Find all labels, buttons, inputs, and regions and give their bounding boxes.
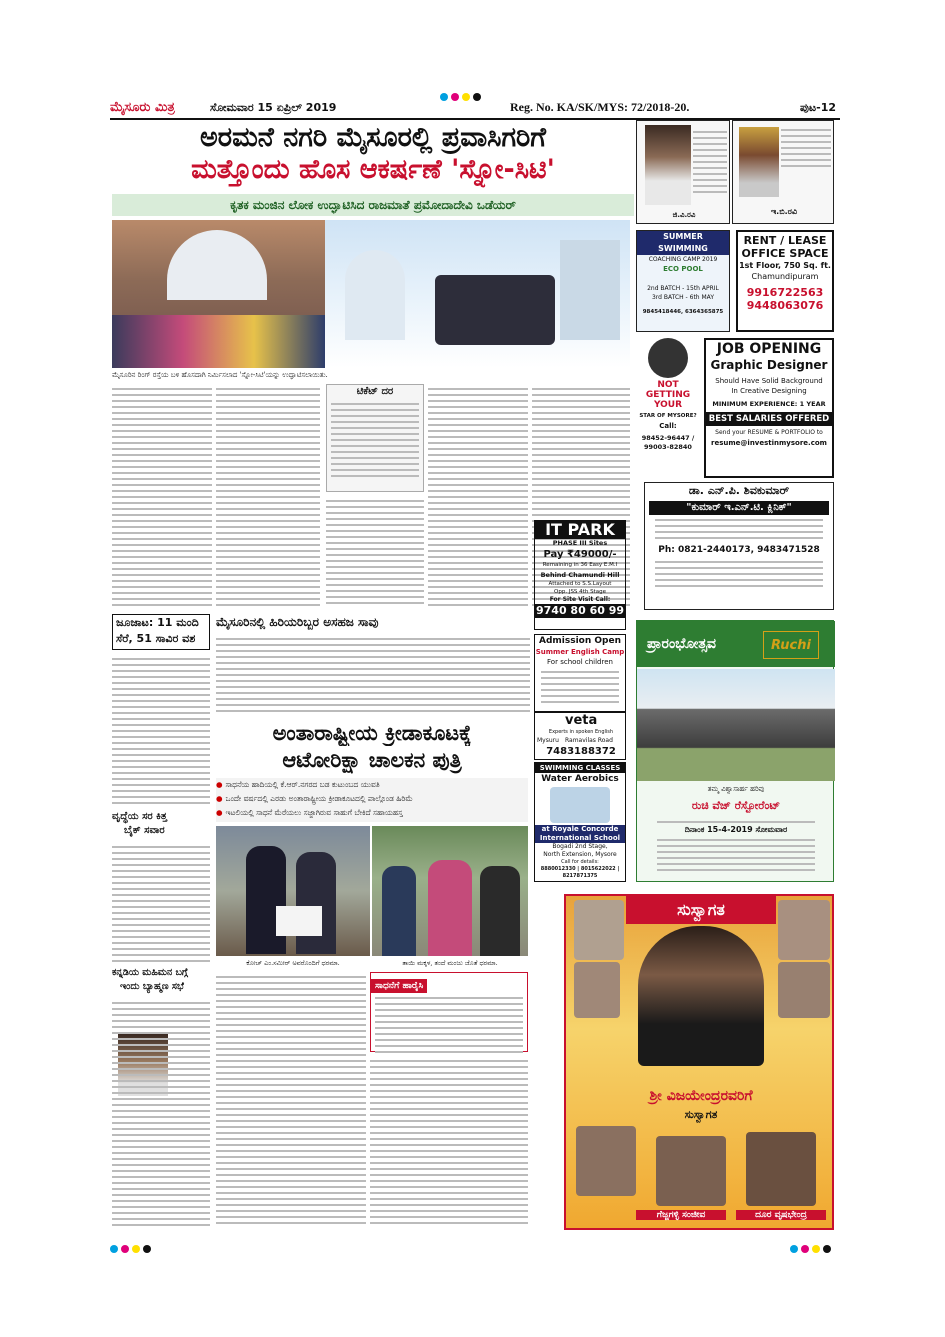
itpark-loc3: Opp. JSS 4th Stage	[554, 589, 606, 595]
swimming-batch2: 3rd BATCH - 6th MAY	[651, 294, 714, 301]
swimming-title: SUMMER SWIMMING	[637, 231, 729, 255]
clinic-name: "ಕುಮಾರ್ ಇ.ಎನ್.ಟಿ. ಕ್ಲಿನಿಕ್"	[649, 501, 829, 515]
swagatha-title: ಸುಸ್ವಾಗತ	[626, 896, 776, 924]
ruchi-tagline: ತಮ್ಮ ವಿಶ್ವಾಸಾರ್ಹ ಹರಿವು	[707, 785, 765, 793]
story2-body	[216, 634, 530, 714]
rent-line1: RENT / LEASE	[743, 234, 827, 247]
story6-caption2: ತಾಯಿ ಮಕ್ಕಳ, ತಂದೆ ಮಂಜು ಜೊತೆ ಧರಮಾ.	[402, 959, 498, 967]
royale-1: at Royale Concorde	[535, 825, 625, 834]
lead-subhead: ಕೃತಕ ಮಂಜಿನ ಲೋಕ ಉದ್ಘಾಟಿಸಿದ ರಾಜಮಾತೆ ಪ್ರಮೋದಾದೇವಿ ಒಡೆಯರ್	[112, 194, 634, 216]
royale-3: Bogadi 2nd Stage,	[552, 843, 608, 850]
story5-headline-2: ಇಂದು ಬ್ಯಾಹ್ಮಣ ಸಭೆ	[120, 981, 184, 992]
swimming-phone: 9845418446, 6364365875	[642, 309, 724, 315]
veta-phone: 7483188372	[546, 746, 616, 757]
rent-line2: OFFICE SPACE	[741, 247, 829, 260]
story3-headline-box	[112, 614, 210, 650]
veta-city: Mysuru	[537, 737, 559, 744]
greeting-left-name: ಜಿ.ವಿ.ರವಿ	[672, 211, 696, 219]
veta-addr: Ramavilas Road	[565, 737, 613, 744]
not-getting-1: NOT	[657, 380, 679, 390]
story6-bullet2: ಒಂದೇ ವರ್ಷದಲ್ಲಿ ಎರಡು ಅಂತಾರಾಷ್ಟ್ರೀಯ ಕ್ರೀಡಾಕೂಟದಲ್ಲಿ ಪಾಲ್ಗೊಂಡ ಹಿರಿಮೆ	[225, 794, 413, 803]
lead-photo-snow-city	[325, 220, 630, 368]
job-salary: BEST SALARIES OFFERED	[706, 412, 832, 426]
portrait-photo	[778, 962, 830, 1018]
royale-2: International School	[535, 834, 625, 843]
ent-clinic-ad	[644, 482, 834, 610]
swimmer-icon	[550, 787, 610, 823]
job-opening-ad	[704, 338, 834, 478]
registration-marks-bottom	[110, 1238, 154, 1257]
lead-body-col1	[112, 384, 212, 610]
veta-tag: Experts in spoken English	[548, 729, 614, 735]
lead-photo-ribbon-cutting	[112, 220, 325, 368]
registration-marks-bottom-right	[790, 1238, 834, 1257]
job-title: JOB OPENING	[716, 341, 822, 357]
swim-classes: SWIMMING CLASSES	[535, 763, 625, 773]
portrait-photo	[656, 1136, 726, 1206]
portrait-photo	[739, 127, 779, 197]
story3-headline-2: ಸೆರೆ, 51 ಸಾವಿರ ವಶ	[116, 632, 196, 645]
story4-body	[112, 842, 210, 962]
rent-line4: Chamundipuram	[751, 272, 819, 281]
veta-logo: veta	[565, 713, 598, 728]
swimming-sub: COACHING CAMP 2019	[648, 256, 718, 263]
story4-headline-1: ವೃದ್ಧೆಯ ಸರ ಕಿತ್ತ	[112, 811, 168, 822]
itpark-title: IT PARK	[535, 521, 625, 539]
lead-headline-line2: ಮತ್ತೊಂದು ಹೊಸ ಆಕರ್ಷಣೆ 'ಸ್ನೋ-ಸಿಟಿ'	[191, 154, 555, 185]
story7-box	[370, 972, 528, 1052]
not-getting-call: Call:	[659, 422, 677, 430]
ruchi-title: ಪ್ರಾರಂಭೋತ್ಸವ	[637, 621, 835, 667]
not-getting-2: GETTING	[645, 390, 691, 400]
water-aerobics: Water Aerobics	[541, 774, 619, 784]
not-getting-ad	[636, 338, 700, 478]
itpark-phase: PHASE III Sites	[552, 539, 608, 547]
job-email[interactable]: resume@investinmysore.com	[711, 439, 827, 447]
admission-for: For school children	[547, 658, 613, 666]
itpark-visit: For Site Visit Call:	[549, 596, 611, 603]
swimming-camp-ad	[636, 230, 730, 332]
newspaper-boy-icon	[648, 338, 688, 378]
bullet-icon: ●	[216, 794, 223, 803]
swagatha-name: ಶ್ರೀ ವಿಜಯೇಂದ್ರರವರಿಗೆ	[649, 1088, 753, 1104]
story6-photo-family	[372, 826, 528, 956]
greeting-right-name: ಇ.ಬಿ.ರವಿ	[770, 207, 798, 216]
itpark-loc2: Attached to S.S.Layout	[548, 581, 612, 587]
rent-line3: 1st Floor, 750 Sq. ft.	[739, 261, 831, 270]
story6-bullet1: ಸಾಧನೆಯ ಹಾದಿಯಲ್ಲಿ ಕೆ.ಆರ್.ನಗರದ ಬಡ ಕುಟುಂಬದ ಯುವತಿ	[225, 780, 380, 789]
clinic-phone: Ph: 0821-2440173, 9483471528	[658, 545, 820, 555]
story6-body-col2	[370, 1056, 528, 1230]
admission-sub: Summer English Camp	[535, 648, 625, 656]
swagatha-left: ಗೆಜ್ಜಗಳ್ಳಿ ಸಂಜೀವ	[636, 1210, 726, 1220]
portrait-photo	[778, 900, 830, 960]
swagatha-sub: ಸುಸ್ವಾಗತ	[684, 1108, 718, 1121]
story4-headline-2: ಬೈಕ್ ಸವಾರ	[124, 825, 165, 836]
greeting-ad-right	[732, 120, 834, 224]
job-req2: In Creative Designing	[731, 387, 807, 395]
greeting-ad-left	[636, 120, 730, 224]
lead-headline-line1: ಅರಮನೆ ನಗರಿ ಮೈಸೂರಲ್ಲಿ ಪ್ರವಾಸಿಗರಿಗೆ	[200, 122, 546, 153]
story6-headline-1: ಅಂತಾರಾಷ್ಟ್ರೀಯ ಕ್ರೀಡಾಕೂಟಕ್ಕೆ	[272, 721, 472, 745]
issue-date: ಸೋಮವಾರ 15 ಏಪ್ರಿಲ್ 2019	[210, 101, 337, 114]
portrait-photo	[645, 125, 691, 205]
portrait-photo	[576, 1126, 636, 1196]
not-getting-3: YOUR	[653, 400, 683, 410]
lead-body-col2	[216, 384, 320, 610]
job-req1: Should Have Solid Background	[715, 377, 823, 385]
story5-body	[112, 998, 210, 1230]
lead-body-col3	[326, 496, 424, 610]
ruchi-logo: Ruchi	[763, 631, 819, 659]
ticket-price-title: ಟಿಕೆಟ್ ದರ	[356, 386, 394, 397]
admission-title: Admission Open	[539, 636, 621, 646]
rent-phone2: 9448063076	[746, 299, 824, 312]
story5-headline-1: ಕನ್ನಡಿಯ ಮಹಿಮನ ಬಗ್ಗೆ	[112, 967, 188, 978]
itpark-loc1: Behind Chamundi Hill	[540, 571, 620, 579]
clinic-doctor: ಡಾ. ಎನ್.ಪಿ. ಶಿವಕುಮಾರ್	[688, 484, 790, 497]
story7-headline: ಸಾಧನೆಗೆ ಹಾರೈಸಿ	[371, 979, 427, 993]
ruchi-name: ರುಚಿ ವೆಜ್ ರೆಸ್ಟೋರೆಂಟ್	[691, 799, 781, 812]
rent-phone1: 9916722563	[746, 286, 824, 299]
royale-phones: 8880012330 | 8015622022 | 8217871375	[540, 866, 620, 879]
registration-marks-top	[440, 86, 484, 105]
story2-headline: ಮೈಸೂರಿನಲ್ಲಿ ಹಿರಿಯರಿಬ್ಬರ ಅಸಹಜ ಸಾವು	[216, 615, 379, 629]
story6-photo-coach	[216, 826, 370, 956]
job-send: Send your RESUME & PORTFOLIO to	[715, 429, 823, 436]
registration-number: Reg. No. KA/SK/MYS: 72/2018-20.	[510, 100, 690, 114]
paper-name: ಮೈಸೂರು ಮಿತ್ರ	[110, 100, 175, 115]
bullet-icon: ●	[216, 780, 223, 789]
veta-ad	[534, 712, 626, 760]
job-role: Graphic Designer	[710, 358, 828, 372]
story3-body	[112, 654, 210, 806]
not-getting-4: STAR OF MYSORE?	[639, 413, 697, 419]
royale-contact: Call for details:	[561, 859, 599, 865]
royale-4: North Extension, Mysore	[543, 851, 617, 858]
portrait-photo	[574, 962, 620, 1018]
ticket-price-box	[326, 384, 424, 492]
lead-body-col4	[428, 384, 528, 610]
story6-bullet3: ಇಟಲಿಯಲ್ಲಿ ಸಾಧನೆ ಮೆರೆಯಲು ಸಜ್ಜಾಗಿರುವ ಸಾಹುಗೆ ಬೇಕಿದೆ ಸಹಾಯಹಸ್ತ	[225, 808, 403, 817]
admission-ad	[534, 634, 626, 712]
not-getting-phone: 98452-96447 / 99003-82840	[641, 434, 695, 451]
job-exp: MINIMUM EXPERIENCE: 1 YEAR	[712, 400, 826, 408]
story6-bullets	[216, 778, 528, 822]
itpark-pay: Pay ₹49000/-	[543, 549, 617, 560]
story6-headline-2: ಆಟೋರಿಕ್ಷಾ ಚಾಲಕನ ಪುತ್ರಿ	[282, 748, 462, 772]
lead-photo-caption: ಮೈಸೂರಿನ ರಿಂಗ್ ರಸ್ತೆಯ ಬಳಿ ಹೊಸದಾಗಿ ನಿರ್ಮಿಸಲಾದ 'ಸ್ನೋ-ಸಿಟಿ'ಯನ್ನು ಉದ್ಘಾಟಿಸಲಾಯಿತು.	[112, 371, 328, 379]
story3-headline-1: ಜೂಜಾಟ: 11 ಮಂದಿ	[116, 616, 199, 629]
rent-lease-ad	[736, 230, 834, 332]
swimming-classes-ad	[534, 762, 626, 882]
swimming-batch1: 2nd BATCH - 15th APRIL	[647, 285, 719, 292]
story6-body-col1	[216, 972, 366, 1230]
portrait-photo	[574, 900, 624, 960]
swagatha-right: ದೂರ ವೃಷಭೇಂದ್ರ	[736, 1210, 826, 1220]
itpark-phone: 9740 80 60 99	[535, 604, 625, 617]
ruchi-date: ದಿನಾಂಕ 15-4-2019 ಸೋಮವಾರ	[684, 825, 788, 834]
itpark-emi: Remaining in 36 Easy E.M.I	[542, 562, 618, 568]
swagatha-ad	[564, 894, 834, 1230]
ruchi-restaurant-ad	[636, 620, 834, 882]
it-park-ad	[534, 520, 626, 630]
main-portrait-photo	[638, 926, 764, 1066]
story6-caption1: ಕೋಚ್ ಎಂ.ಸಮೀರ್ ಅವರೊಂದಿಗೆ ಧರಮಾ.	[246, 959, 340, 967]
restaurant-building-photo	[637, 669, 835, 781]
bullet-icon: ●	[216, 808, 223, 817]
page-number: ಪುಟ-12	[800, 101, 837, 114]
swimming-pool: ECO POOL	[663, 265, 703, 273]
portrait-photo	[746, 1132, 816, 1206]
